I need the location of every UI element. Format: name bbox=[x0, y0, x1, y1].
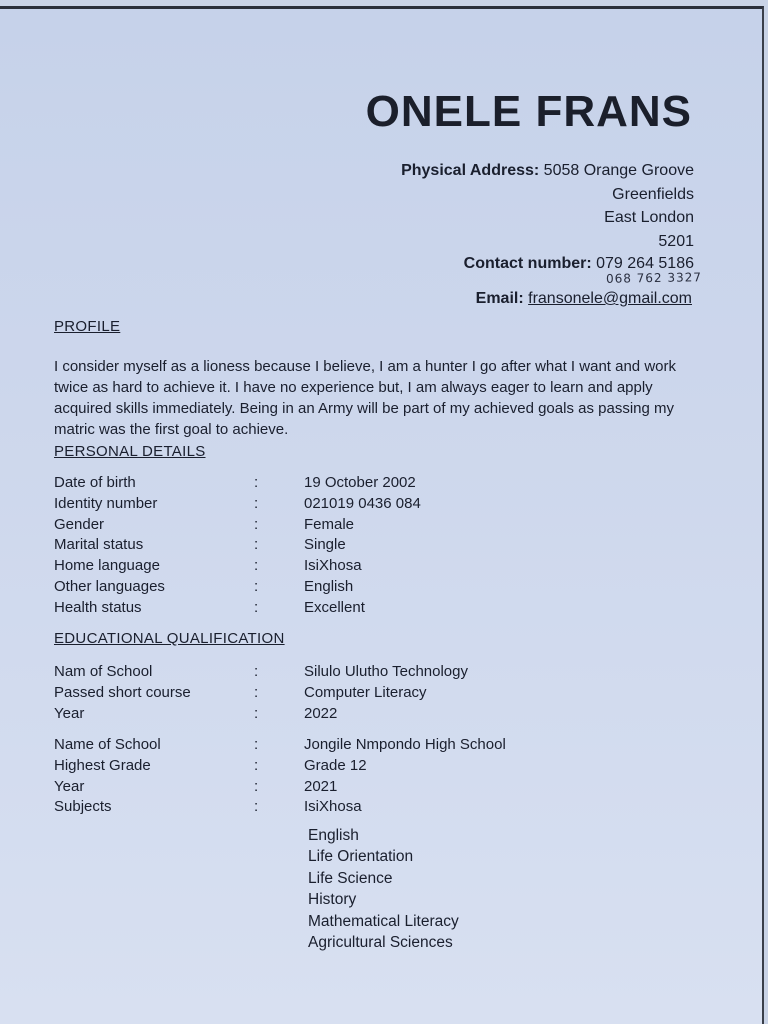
detail-value: Single bbox=[304, 536, 346, 554]
edu-colon: : bbox=[254, 798, 259, 816]
edu-value: 2021 bbox=[304, 777, 338, 795]
subjects-list bbox=[308, 825, 459, 953]
edu-colon: : bbox=[254, 683, 259, 701]
detail-value: Excellent bbox=[304, 598, 365, 616]
edu-value: Grade 12 bbox=[304, 756, 367, 774]
address-postcode: 5201 bbox=[658, 232, 694, 250]
detail-value: 021019 0436 084 bbox=[304, 494, 421, 512]
detail-label: Other languages bbox=[54, 577, 165, 595]
address-line-1 bbox=[401, 159, 694, 183]
detail-colon: : bbox=[254, 515, 259, 533]
edu-label: Name of School bbox=[54, 736, 161, 753]
personal-details-heading: PERSONAL DETAILS bbox=[54, 443, 206, 460]
edu-value: 2022 bbox=[304, 704, 338, 722]
detail-colon: : bbox=[254, 536, 259, 554]
edu-value: Computer Literacy bbox=[304, 683, 427, 701]
education-heading: EDUCATIONAL QUALIFICATION bbox=[54, 630, 285, 647]
edu-label: Passed short course bbox=[54, 683, 191, 701]
detail-value: 19 October 2002 bbox=[304, 474, 416, 491]
email-label: Email: bbox=[475, 290, 524, 307]
subject-item: English bbox=[308, 827, 359, 844]
profile-text: I consider myself as a lioness because I believe, I am a hunter I go after what I want and work twice as hard to achieve it. I have no experience but, I am always eager to learn and apply acquired skills immediately. Being in an Army will be part of my achieved goals as passing my matric was the first goal to achieve. bbox=[54, 358, 676, 438]
address-suburb: Greenfields bbox=[612, 185, 694, 203]
subject-item: Agricultural Sciences bbox=[308, 934, 453, 952]
detail-colon: : bbox=[254, 557, 259, 575]
detail-value: Female bbox=[304, 515, 355, 533]
handwritten-contact-number: 068 762 3327 bbox=[605, 270, 703, 286]
edu-colon: : bbox=[254, 777, 259, 795]
edu-label: Highest Grade bbox=[54, 756, 151, 774]
detail-label: Marital status bbox=[54, 536, 144, 554]
edu-colon: : bbox=[254, 756, 259, 774]
detail-label: Gender bbox=[54, 515, 105, 533]
email bbox=[476, 290, 692, 308]
detail-colon: : bbox=[254, 474, 259, 491]
detail-value: IsiXhosa bbox=[304, 557, 362, 575]
address-label: Physical Address: bbox=[401, 162, 540, 179]
edu-colon: : bbox=[254, 736, 259, 753]
edu-colon: : bbox=[254, 663, 259, 680]
address-street: 5058 Orange Groove bbox=[543, 162, 694, 179]
edu-label: Nam of School bbox=[54, 663, 153, 680]
edu-colon: : bbox=[254, 704, 259, 722]
profile-heading: PROFILE bbox=[54, 318, 121, 335]
contact-label: Contact number: bbox=[463, 255, 592, 272]
contact-value: 079 264 5186 bbox=[596, 255, 694, 272]
detail-colon: : bbox=[254, 577, 259, 595]
detail-value: English bbox=[304, 577, 354, 595]
edu-label: Year bbox=[54, 777, 85, 795]
email-link[interactable]: fransonele@gmail.com bbox=[528, 290, 692, 307]
subject-item: Life Orientation bbox=[308, 848, 414, 866]
detail-colon: : bbox=[254, 494, 259, 512]
edu-label: Subjects bbox=[54, 798, 112, 816]
detail-label: Home language bbox=[54, 557, 160, 575]
subject-item: Mathematical Literacy bbox=[308, 912, 459, 930]
applicant-name: ONELE FRANS bbox=[365, 87, 692, 136]
detail-label: Identity number bbox=[54, 494, 158, 512]
cv-page bbox=[0, 6, 764, 1024]
edu-value: Jongile Nmpondo High School bbox=[304, 736, 506, 753]
edu-label: Year bbox=[54, 704, 85, 722]
detail-label: Date of birth bbox=[54, 474, 136, 491]
detail-colon: : bbox=[254, 598, 259, 616]
edu-value: IsiXhosa bbox=[304, 798, 362, 816]
physical-address bbox=[401, 159, 694, 253]
address-city: East London bbox=[604, 209, 694, 226]
detail-label: Health status bbox=[54, 598, 142, 616]
edu-value: Silulo Ulutho Technology bbox=[304, 663, 468, 680]
subject-item: Life Science bbox=[308, 869, 393, 887]
subject-item: History bbox=[308, 891, 357, 909]
